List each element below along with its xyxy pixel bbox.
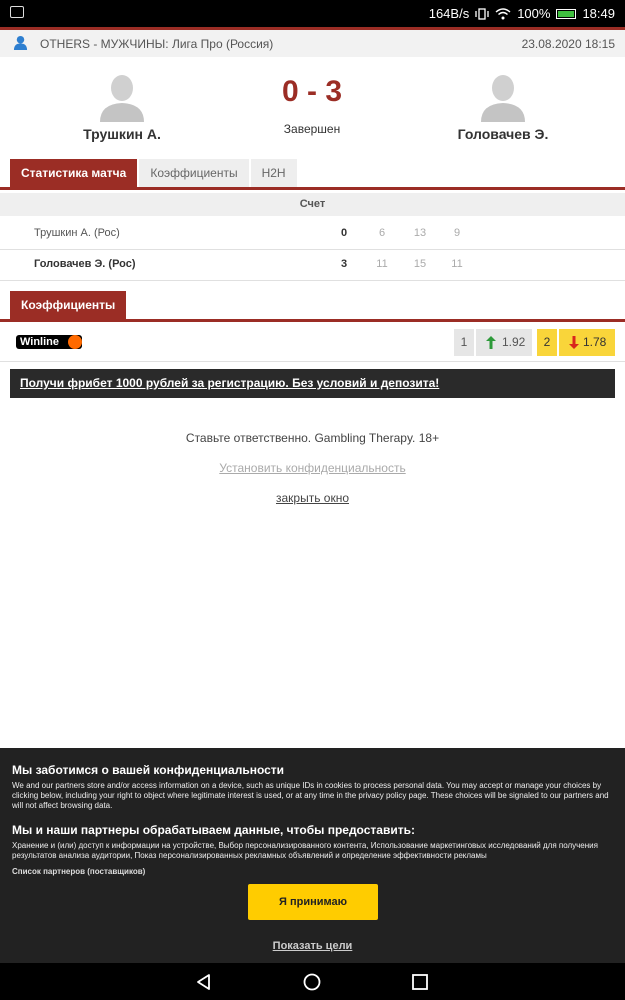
row-set-2: 15: [413, 258, 427, 270]
image-notification-icon: [10, 6, 24, 18]
gambling-notice: Ставьте ответственно. Gambling Therapy. 18+: [185, 431, 440, 445]
privacy-settings-link[interactable]: Установить конфиденциальность: [219, 461, 406, 475]
status-bar: [0, 0, 625, 27]
match-status: Завершен: [283, 122, 341, 136]
promo-banner-link[interactable]: Получи фрибет 1000 рублей за регистрацию. Без условий и депозита!: [10, 369, 615, 398]
arrow-up-icon: [486, 336, 496, 349]
user-icon: [13, 35, 28, 50]
tab-odds[interactable]: Коэффициенты: [139, 159, 248, 187]
odds-underline: [0, 319, 625, 322]
accept-button[interactable]: Я принимаю: [248, 884, 378, 920]
home-player-avatar-icon[interactable]: [94, 66, 150, 122]
score-table-header: Счет: [0, 193, 625, 216]
match-score: 0 - 3: [281, 75, 343, 108]
odd-2-index[interactable]: 2: [537, 329, 557, 356]
row-player-name: Трушкин А. (Рос): [34, 227, 120, 239]
battery-percent: 100%: [517, 6, 551, 21]
consent-text: We and our partners store and/or access information on a device, such as unique IDs in cookies to process personal data. You may accept or manage your choices by clicking below, including your right to object where legitimate interest is used, or at any time in the privacy policy page. These choices will be signaled to our partners and will not affect browsing data.: [12, 781, 609, 810]
consent-purposes: Хранение и (или) доступ к информации на устройстве, Выбор персонализированного контента, Использование маркетинговых исследований для получения результатов анализа аудитории, Показ персонализированных рекламных объявлений и определение эффективности рекламы: [12, 841, 598, 860]
bookmaker-name: Winline: [20, 336, 60, 348]
away-player-name[interactable]: Головачев Э.: [457, 126, 549, 142]
home-icon[interactable]: [303, 973, 321, 991]
league-header: [0, 30, 625, 57]
row-set-1: 6: [378, 227, 386, 239]
status-bar-right: [429, 6, 615, 21]
table-row: [0, 219, 625, 249]
odd-2-button[interactable]: [559, 329, 615, 356]
match-datetime: 23.08.2020 18:15: [521, 37, 615, 51]
recents-icon[interactable]: [411, 973, 429, 991]
wifi-icon: [495, 8, 511, 20]
odds-divider: [0, 361, 625, 362]
odd-1-button[interactable]: [476, 329, 532, 356]
row-set-1: 11: [376, 258, 388, 270]
row-set-3: 11: [451, 258, 463, 270]
away-player-avatar-icon[interactable]: [475, 66, 531, 122]
table-row: [0, 250, 625, 280]
odd-1-value: 1.92: [502, 335, 526, 349]
league-name[interactable]: OTHERS - МУЖЧИНЫ: Лига Про (Россия): [40, 37, 274, 51]
tabs-underline: [0, 187, 625, 190]
row-divider: [0, 280, 625, 281]
tab-bar: [10, 159, 297, 187]
odd-1-index[interactable]: 1: [454, 329, 474, 356]
arrow-down-icon: [569, 336, 579, 349]
close-window-link[interactable]: закрыть окно: [275, 491, 350, 505]
show-purposes-link[interactable]: Показать цели: [272, 940, 353, 952]
row-total: 3: [340, 258, 348, 270]
back-icon[interactable]: [195, 973, 213, 991]
row-player-name: Головачев Э. (Рос): [34, 258, 136, 270]
row-set-2: 13: [413, 227, 427, 239]
tab-match-stats[interactable]: Статистика матча: [10, 159, 137, 187]
battery-icon: [556, 9, 576, 19]
bookmaker-logo-dot: [68, 335, 82, 349]
odd-2-value: 1.78: [583, 335, 607, 349]
tab-h2h[interactable]: H2H: [251, 159, 297, 187]
partners-list-link[interactable]: Список партнеров (поставщиков): [12, 867, 146, 876]
home-player-name[interactable]: Трушкин А.: [83, 126, 161, 142]
odds-section-title: Коэффициенты: [10, 291, 126, 319]
row-set-3: 9: [453, 227, 461, 239]
vibrate-icon: [475, 8, 489, 20]
clock: 18:49: [582, 6, 615, 21]
navigation-bar: [0, 963, 625, 1000]
row-total: 0: [340, 227, 348, 239]
bookmaker-logo[interactable]: [16, 335, 82, 349]
consent-title: Мы заботимся о вашей конфиденциальности: [12, 763, 285, 777]
consent-subtitle: Мы и наши партнеры обрабатываем данные, чтобы предоставить:: [12, 823, 415, 837]
network-speed: 164B/s: [428, 6, 470, 21]
consent-panel: [0, 748, 625, 963]
